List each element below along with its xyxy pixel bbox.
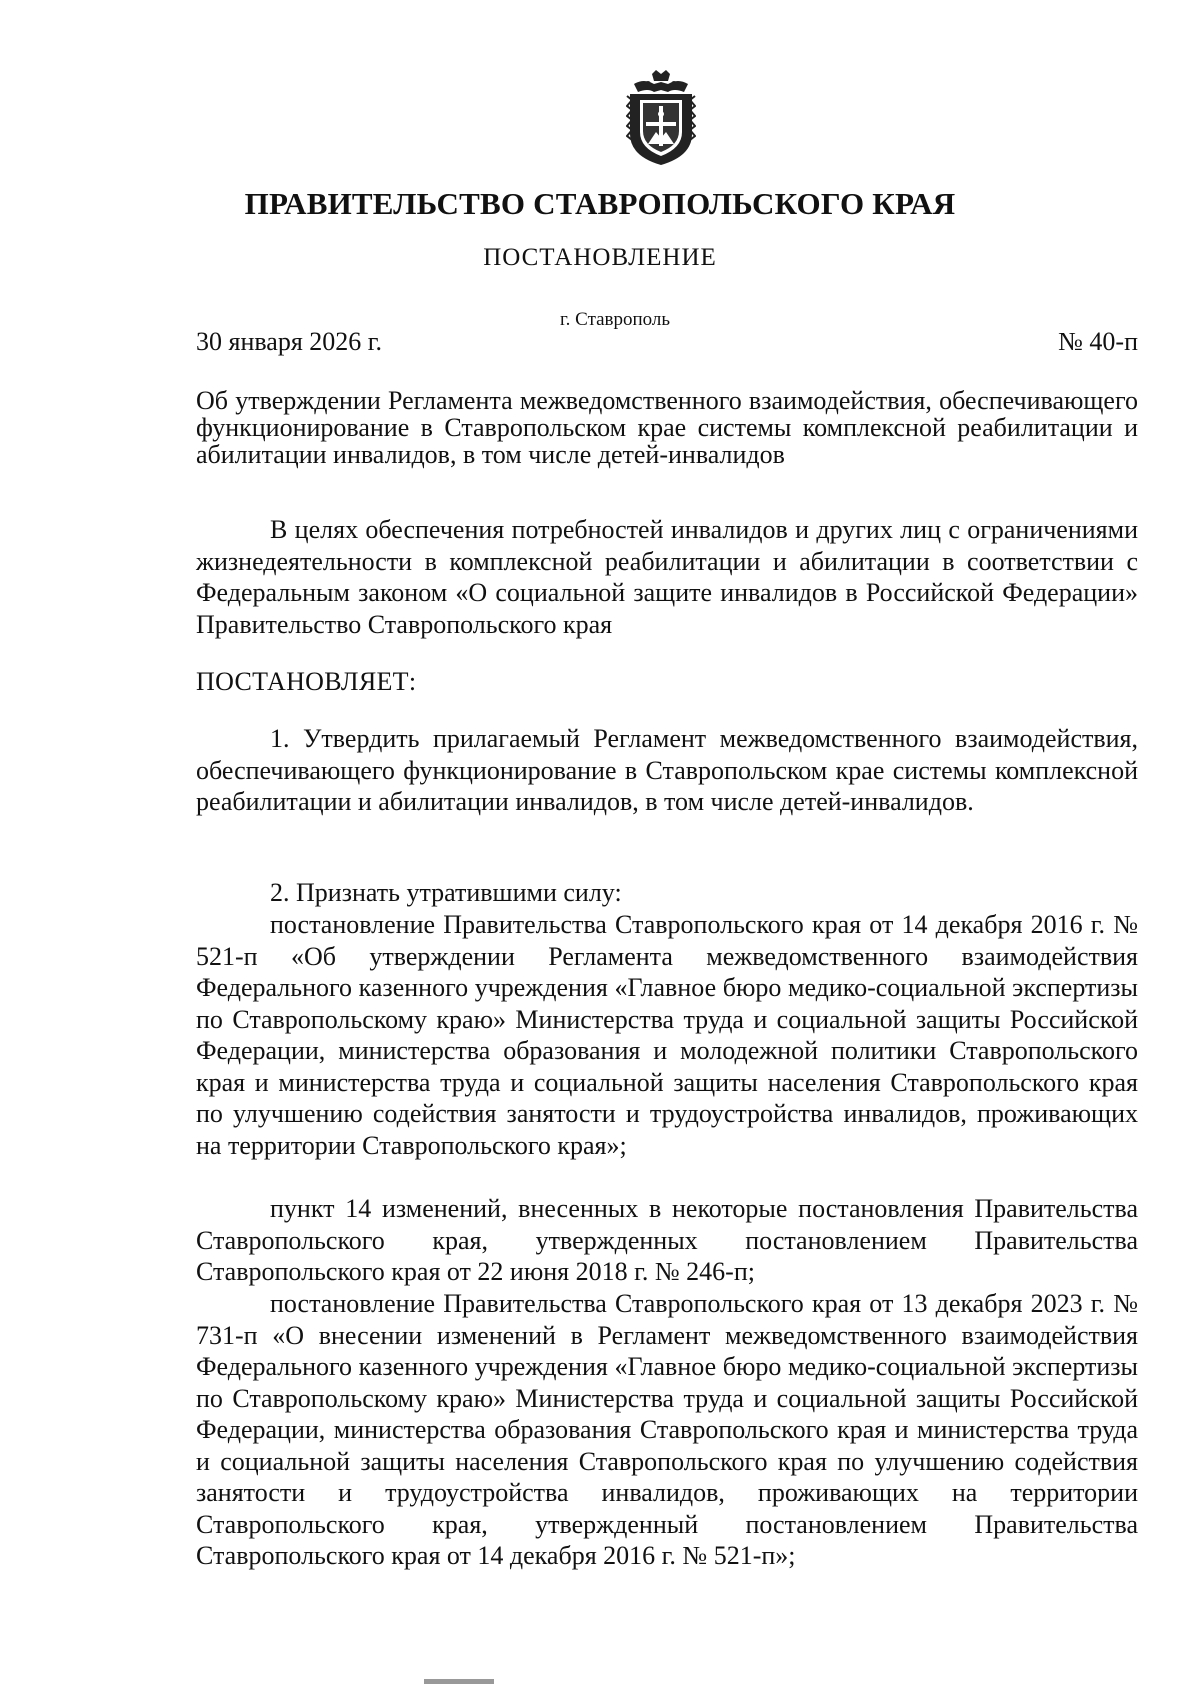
stavropol-coat-of-arms-icon xyxy=(626,70,696,166)
item-2b-paragraph xyxy=(196,1193,1138,1288)
item-2b-text: пункт 14 изменений, внесенных в некоторые постановления Правительства Ставропольского края, утвержденных постановлением Правительства Ставропольского края от 22 июня 2018 г. № 246-п; xyxy=(196,1194,1138,1286)
item-2-paragraph xyxy=(196,877,1138,909)
document-title: Об утверждении Регламента межведомственного взаимодействия, обеспечивающего функционирование в Ставропольском крае системы комплексной реабилитации и абилитации инвалидов, в том числе детей-инвалидов xyxy=(196,386,1138,469)
document-type: ПОСТАНОВЛЕНИЕ xyxy=(483,244,717,271)
resolves-heading: ПОСТАНОВЛЯЕТ: xyxy=(196,667,417,696)
scan-artifact xyxy=(424,1679,494,1684)
preamble-text: В целях обеспечения потребностей инвалидов и других лиц с ограничениями жизнедеятельности в комплексной реабилитации и абилитации в соответствии с Федеральным законом «О социальной защите инвалидов в Российской Федерации» Правительство Ставропольского края xyxy=(196,515,1138,639)
city: г. Ставрополь xyxy=(560,309,671,330)
document-number: № 40-п xyxy=(1058,327,1138,356)
item-2c-paragraph xyxy=(196,1288,1138,1572)
government-name: ПРАВИТЕЛЬСТВО СТАВРОПОЛЬСКОГО КРАЯ xyxy=(244,186,956,221)
item-2a-paragraph xyxy=(196,909,1138,1161)
item-2-text: 2. Признать утратившими силу: xyxy=(270,878,622,907)
item-2c-text: постановление Правительства Ставропольского края от 13 декабря 2023 г. № 731-п «О внесении изменений в Регламент межведомственного взаимодействия Федерального казенного учреждения «Главное бюро медико-социальной экспертизы по Ставропольскому краю» Министерства труда и социальной защиты Российской Федерации, министерства образования Ставропольского края и министерства труда и социальной защиты населения Ставропольского края по улучшению содействия занятости и трудоустройства инвалидов, проживающих на территории Ставропольского края, утвержденный постановлением Правительства Ставропольского края от 14 декабря 2016 г. № 521-п»; xyxy=(196,1289,1138,1570)
item-1-text: 1. Утвердить прилагаемый Регламент межведомственного взаимодействия, обеспечивающего функционирование в Ставропольском крае системы комплексной реабилитации и абилитации инвалидов, в том числе детей-инвалидов. xyxy=(196,724,1138,816)
item-1-paragraph xyxy=(196,723,1138,818)
item-2a-text: постановление Правительства Ставропольского края от 14 декабря 2016 г. № 521-п «Об утверждении Регламента межведомственного взаимодействия Федерального казенного учреждения «Главное бюро медико-социальной экспертизы по Ставропольскому краю» Министерства труда и социальной защиты Российской Федерации, министерства образования и молодежной политики Ставропольского края и министерства труда и социальной защиты населения Ставропольского края по улучшению содействия занятости и трудоустройства инвалидов, проживающих на территории Ставропольского края»; xyxy=(196,910,1138,1160)
document-date: 30 января 2026 г. xyxy=(196,327,383,356)
preamble-paragraph xyxy=(196,514,1138,640)
